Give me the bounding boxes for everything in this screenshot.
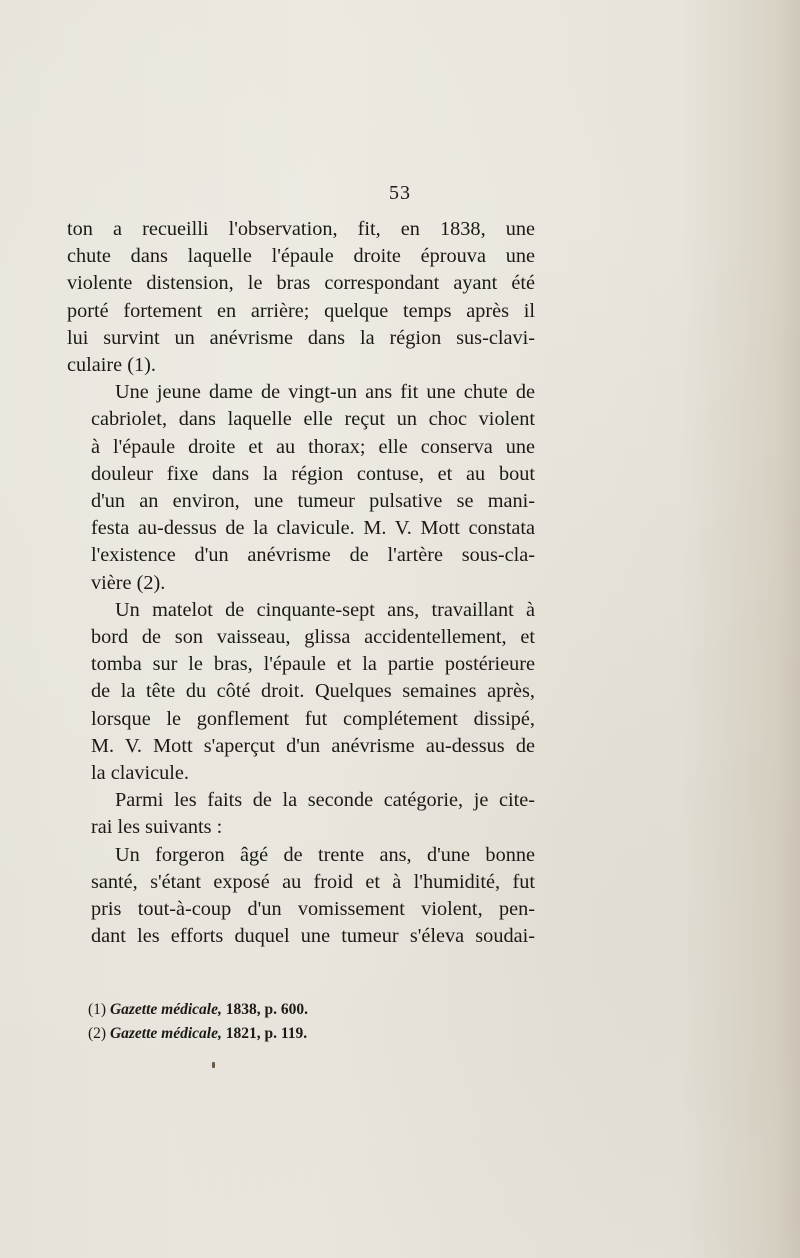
text-line: dant les efforts duquel une tumeur s'éleva soudai- [91, 925, 535, 948]
footnote-marker: (1) [88, 1001, 107, 1018]
text-line: à l'épaule droite et au thorax; elle conserva une [91, 435, 535, 458]
text-line: Une jeune dame de vingt-un ans fit une chute de [115, 381, 535, 404]
text-line: lui survint un anévrisme dans la région sus-clavi- [67, 326, 535, 349]
footnote-source-title: Gazette médicale, [109, 1025, 222, 1042]
text-line: Un forgeron âgé de trente ans, d'une bonne [115, 843, 535, 866]
text-line: vière (2). [91, 571, 166, 594]
text-line: chute dans laquelle l'épaule droite éprouva une [67, 245, 535, 268]
page-number: 53 [389, 182, 411, 204]
text-line: pris tout-à-coup d'un vomissement violent, pen- [91, 898, 535, 921]
footnote-marker: (2) [88, 1025, 107, 1042]
paragraph [67, 597, 535, 787]
footnote-citation: 1838, p. 600. [221, 1001, 308, 1018]
paragraph [67, 216, 535, 379]
text-line: la clavicule. [91, 762, 189, 785]
text-line: santé, s'étant exposé au froid et à l'humidité, fut [91, 870, 535, 893]
text-line: douleur fixe dans la région contuse, et au bout [91, 462, 535, 485]
footnote-citation: 1821, p. 119. [221, 1025, 308, 1042]
footnote [88, 998, 448, 1022]
paragraph [67, 787, 535, 841]
text-line: cabriolet, dans laquelle elle reçut un choc violent [91, 408, 535, 431]
text-line: ton a recueilli l'observation, fit, en 1838, une [67, 218, 535, 240]
ink-speck [212, 1062, 215, 1068]
text-line: Un matelot de cinquante-sept ans, travaillant à [115, 598, 535, 621]
paragraph [67, 379, 535, 597]
text-line: Parmi les faits de la seconde catégorie, je cite- [115, 789, 535, 812]
text-line: porté fortement en arrière; quelque temps après il [67, 299, 535, 322]
paragraph [67, 842, 535, 951]
text-line: rai les suivants : [91, 816, 223, 839]
text-line: d'un an environ, une tumeur pulsative se mani- [91, 490, 535, 513]
text-line: l'existence d'un anévrisme de l'artère sous-cla- [91, 544, 535, 567]
text-line: tomba sur le bras, l'épaule et la partie postérieure [91, 653, 535, 676]
text-line: lorsque le gonflement fut complétement dissipé, [91, 707, 535, 730]
text-line: festa au-dessus de la clavicule. M. V. Mott constata [91, 517, 535, 540]
footnotes [88, 998, 448, 1046]
text-line: de la tête du côté droit. Quelques semaines après, [91, 680, 535, 703]
footnote-source-title: Gazette médicale, [109, 1001, 222, 1018]
text-line: M. V. Mott s'aperçut d'un anévrisme au-dessus de [91, 734, 535, 757]
footnote [88, 1022, 448, 1046]
text-line: culaire (1). [67, 354, 156, 377]
body-text [67, 216, 535, 950]
text-line: bord de son vaisseau, glissa accidentellement, et [91, 626, 535, 649]
text-line: violente distension, le bras correspondant ayant été [67, 272, 535, 295]
